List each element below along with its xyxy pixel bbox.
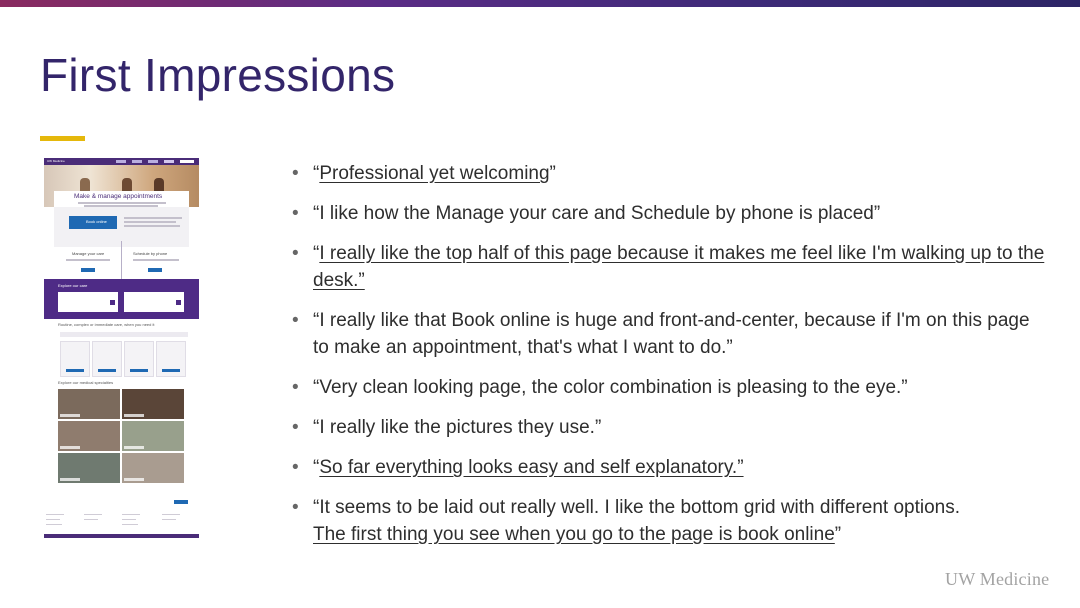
thumb-care-card [60,341,90,377]
thumb-small-button [174,500,188,504]
thumb-nav-link [132,160,142,163]
thumb-footer-line [84,514,102,515]
quote-item [290,160,1050,187]
thumb-care-card [156,341,186,377]
quote-underlined-text: So far everything looks easy and self explanatory.” [319,457,744,478]
quote-item [290,240,1050,294]
thumb-footer-line [122,519,136,520]
quote-list [290,160,1050,548]
thumb-brand: UW Medicine [47,159,65,163]
thumb-footer-line [122,514,140,515]
quote-close: ” [834,524,842,545]
thumb-manage-care: Manage your care [72,251,105,256]
thumb-nav-button [180,160,194,163]
top-gradient-bar [0,0,1080,7]
thumb-text-line [124,217,182,219]
thumb-specialty-photo [122,453,184,483]
thumb-search-card [124,292,184,312]
thumb-routine-heading: Routine, complex or immediate care, when you need it [58,322,155,327]
thumb-footer-line [46,524,62,525]
thumb-photo-label [60,478,80,481]
thumb-text-line [124,225,180,227]
thumb-footer-bar [44,534,199,538]
quote-item [290,454,1050,481]
thumb-book-online-button [69,216,117,229]
thumb-small-button [81,268,95,272]
thumb-info-strip [60,332,188,337]
thumb-search-card [58,292,118,312]
quote-open: “ [313,243,320,264]
quote-open: “ [313,163,320,184]
quote-text: “Very clean looking page, the color combination is pleasing to the eye.” [313,377,908,398]
thumb-text-line [66,259,110,261]
thumb-photo-label [124,478,144,481]
thumb-footer-line [84,519,98,520]
thumb-nav-bar [44,158,199,165]
thumb-photo-label [60,414,80,417]
thumb-photo-label [60,446,80,449]
quote-underlined-text: Professional yet welcoming [319,163,550,184]
quote-item [290,494,1050,548]
thumb-specialty-photo [58,421,120,451]
thumb-footer-line [162,514,180,515]
quote-item [290,374,1050,401]
quote-item [290,307,1050,361]
uw-medicine-logo: UW Medicine [945,569,1050,589]
quote-close: ” [549,163,556,184]
thumb-nav-link [116,160,126,163]
thumb-nav-link [148,160,158,163]
quote-open: “ [313,457,320,478]
thumb-photo-label [124,446,144,449]
thumb-care-card [92,341,122,377]
slide-title: First Impressions [40,49,396,101]
quote-item [290,200,1050,227]
thumb-footer-line [162,519,176,520]
thumb-care-button [130,369,148,372]
thumb-nav-link [164,160,174,163]
webpage-screenshot-thumbnail [44,158,199,538]
thumb-specialty-photo [58,389,120,419]
quote-underlined-text: I really like the top half of this page because it makes me feel like I'm walking up to the desk.” [313,243,1045,291]
thumb-divider [121,241,122,279]
quote-text: “I really like the pictures they use.” [313,417,602,438]
thumb-text-line [133,259,179,261]
thumb-care-card [124,341,154,377]
quote-text: “I really like that Book online is huge and front-and-center, because if I'm on this page to make an appointment, that's what I want to do.” [313,310,1030,358]
thumb-arrow-icon [110,300,115,305]
thumb-care-button [98,369,116,372]
quote-text: “It seems to be laid out really well. I like the bottom grid with different options. [313,497,961,518]
thumb-specialty-photo [122,389,184,419]
thumb-footer [44,510,199,538]
thumb-footer-line [122,524,138,525]
thumb-footer-line [46,519,60,520]
thumb-explore-label: Explore our care [58,283,88,288]
thumb-footer-line [46,514,64,515]
quote-item [290,414,1050,441]
thumb-text-line [78,202,166,204]
thumb-specialty-photo [122,421,184,451]
quote-text: “I like how the Manage your care and Schedule by phone is placed” [313,203,881,224]
thumb-care-button [162,369,180,372]
thumb-book-online-label: Book online [86,219,107,224]
thumb-small-button [148,268,162,272]
thumb-text-line [124,221,176,223]
thumb-care-button [66,369,84,372]
quote-underlined-text: The first thing you see when you go to the page is book online [313,524,835,545]
thumb-heading: Make & manage appointments [74,193,163,200]
title-accent-line [40,136,85,141]
thumb-specialties-heading: Explore our medical specialties [58,380,114,385]
thumb-photo-label [124,414,144,417]
thumb-schedule-phone: Schedule by phone [133,251,168,256]
thumb-arrow-icon [176,300,181,305]
thumb-specialty-photo [58,453,120,483]
